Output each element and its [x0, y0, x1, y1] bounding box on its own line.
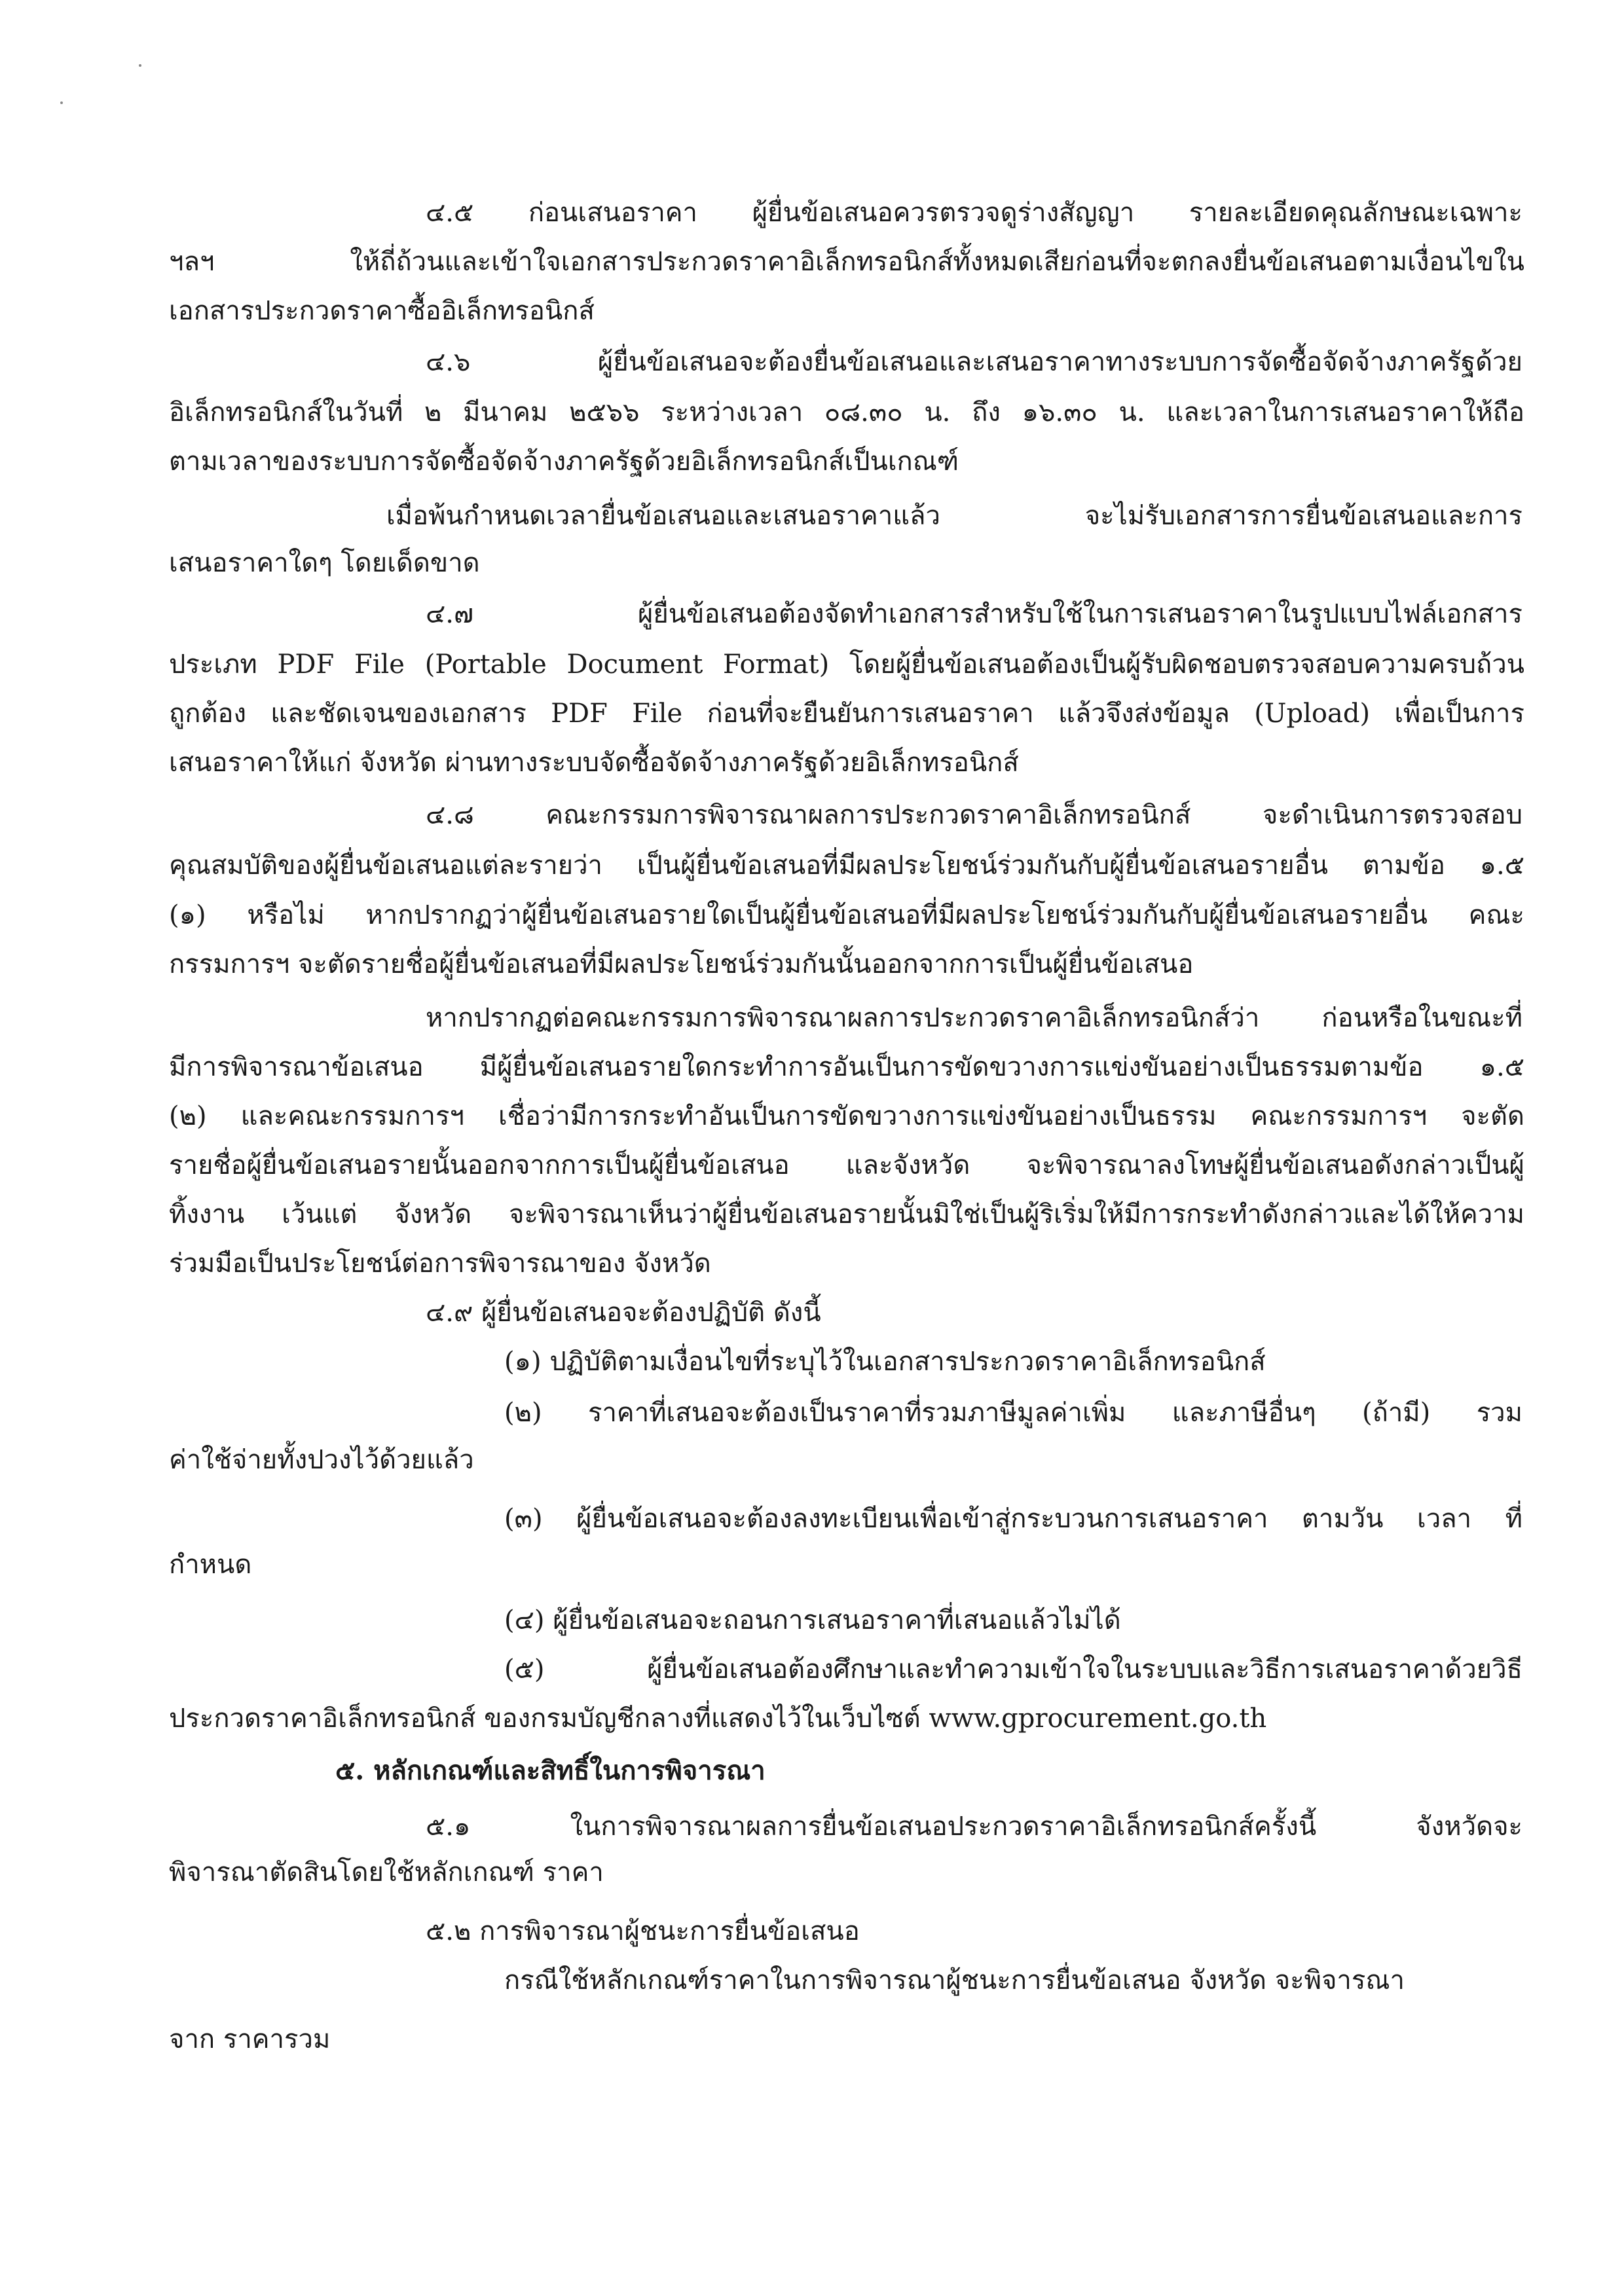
- text-line: มีการพิจารณาข้อเสนอ มีผู้ยื่นข้อเสนอรายใดกระทำการอันเป็นการขัดขวางการแข่งขันอย่างเป็นธรรมตามข้อ ๑.๕: [169, 1052, 1524, 1082]
- text-line: กรรมการฯ จะตัดรายชื่อผู้ยื่นข้อเสนอที่มีผลประโยชน์ร่วมกันนั้นออกจากการเป็นผู้ยื่นข้อเสนอ: [169, 949, 1194, 979]
- text-line: เมื่อพ้นกำหนดเวลายื่นข้อเสนอและเสนอราคาแล้ว จะไม่รับเอกสารการยื่นข้อเสนอและการ: [386, 501, 1522, 531]
- text-line: ๔.๗ ผู้ยื่นข้อเสนอต้องจัดทำเอกสารสำหรับใช้ในการเสนอราคาในรูปแบบไฟล์เอกสาร: [426, 599, 1522, 629]
- text-line: (๑) หรือไม่ หากปรากฏว่าผู้ยื่นข้อเสนอรายใดเป็นผู้ยื่นข้อเสนอที่มีผลประโยชน์ร่วมกันกับผู้ยื่นข้อเสนอรายอื่น คณะ: [169, 900, 1524, 930]
- text-line: ๔.๖ ผู้ยื่นข้อเสนอจะต้องยื่นข้อเสนอและเสนอราคาทางระบบการจัดซื้อจัดจ้างภาครัฐด้วย: [426, 347, 1522, 377]
- text-line: ๔.๘ คณะกรรมการพิจารณาผลการประกวดราคาอิเล็กทรอนิกส์ จะดำเนินการตรวจสอบ: [426, 800, 1522, 830]
- text-line: ถูกต้อง และชัดเจนของเอกสาร PDF File ก่อนที่จะยืนยันการเสนอราคา แล้วจึงส่งข้อมูล (Upload) เพื่อเป็นการ: [169, 699, 1524, 729]
- text-line: พิจารณาตัดสินโดยใช้หลักเกณฑ์ ราคา: [169, 1857, 604, 1887]
- text-line: ทิ้งงาน เว้นแต่ จังหวัด จะพิจารณาเห็นว่าผู้ยื่นข้อเสนอรายนั้นมิใช่เป็นผู้ริเริ่มให้มีการกระทำดังกล่าวและได้ให้ความ: [169, 1199, 1524, 1230]
- text-line: เสนอราคาให้แก่ จังหวัด ผ่านทางระบบจัดซื้อจัดจ้างภาครัฐด้วยอิเล็กทรอนิกส์: [169, 748, 1019, 778]
- text-line: ตามเวลาของระบบการจัดซื้อจัดจ้างภาครัฐด้วยอิเล็กทรอนิกส์เป็นเกณฑ์: [169, 446, 959, 477]
- text-line: กรณีใช้หลักเกณฑ์ราคาในการพิจารณาผู้ชนะการยื่นข้อเสนอ จังหวัด จะพิจารณา: [504, 1965, 1405, 1995]
- text-line: จาก ราคารวม: [169, 2024, 331, 2054]
- text-line: หากปรากฏต่อคณะกรรมการพิจารณาผลการประกวดราคาอิเล็กทรอนิกส์ว่า ก่อนหรือในขณะที่: [426, 1003, 1522, 1033]
- text-line: ร่วมมือเป็นประโยชน์ต่อการพิจารณาของ จังหวัด: [169, 1248, 711, 1279]
- text-line: (๑) ปฏิบัติตามเงื่อนไขที่ระบุไว้ในเอกสารประกวดราคาอิเล็กทรอนิกส์: [504, 1347, 1266, 1377]
- text-line: ๔.๙ ผู้ยื่นข้อเสนอจะต้องปฏิบัติ ดังนี้: [426, 1298, 821, 1328]
- text-line: เสนอราคาใดๆ โดยเด็ดขาด: [169, 548, 480, 578]
- text-line: คุณสมบัติของผู้ยื่นข้อเสนอแต่ละรายว่า เป็นผู้ยื่นข้อเสนอที่มีผลประโยชน์ร่วมกันกับผู้ยื่นข้อเสนอรายอื่น ตามข้อ ๑.๕: [169, 850, 1524, 881]
- text-line: ๕.๑ ในการพิจารณาผลการยื่นข้อเสนอประกวดราคาอิเล็กทรอนิกส์ครั้งนี้ จังหวัดจะ: [426, 1812, 1522, 1842]
- text-line: (๓) ผู้ยื่นข้อเสนอจะต้องลงทะเบียนเพื่อเข้าสู่กระบวนการเสนอราคา ตามวัน เวลา ที่: [504, 1504, 1522, 1534]
- text-line: กำหนด: [169, 1550, 252, 1580]
- text-line: (๒) และคณะกรรมการฯ เชื่อว่ามีการกระทำอันเป็นการขัดขวางการแข่งขันอย่างเป็นธรรม คณะกรรมการฯ จะตัด: [169, 1101, 1524, 1131]
- text-line: อิเล็กทรอนิกส์ในวันที่ ๒ มีนาคม ๒๕๖๖ ระหว่างเวลา ๐๘.๓๐ น. ถึง ๑๖.๓๐ น. และเวลาในการเสนอราคาให้ถือ: [169, 397, 1524, 428]
- text-line: รายชื่อผู้ยื่นข้อเสนอรายนั้นออกจากการเป็นผู้ยื่นข้อเสนอ และจังหวัด จะพิจารณาลงโทษผู้ยื่นข้อเสนอดังกล่าวเป็นผู้: [169, 1150, 1524, 1180]
- section-heading: ๕. หลักเกณฑ์และสิทธิ์ในการพิจารณา: [335, 1755, 766, 1786]
- text-line: (๕) ผู้ยื่นข้อเสนอต้องศึกษาและทำความเข้าใจในระบบและวิธีการเสนอราคาด้วยวิธี: [504, 1654, 1522, 1685]
- scan-speck: [60, 101, 63, 104]
- text-line: ประเภท PDF File (Portable Document Format) โดยผู้ยื่นข้อเสนอต้องเป็นผู้รับผิดชอบตรวจสอบความครบถ้วน: [169, 649, 1524, 680]
- text-line: ๔.๕ ก่อนเสนอราคา ผู้ยื่นข้อเสนอควรตรวจดูร่างสัญญา รายละเอียดคุณลักษณะเฉพาะ: [426, 198, 1522, 228]
- text-line: เอกสารประกวดราคาซื้ออิเล็กทรอนิกส์: [169, 296, 595, 326]
- text-line: ประกวดราคาอิเล็กทรอนิกส์ ของกรมบัญชีกลางที่แสดงไว้ในเว็บไซต์ www.gprocurement.go.th: [169, 1704, 1267, 1734]
- text-line: ฯลฯ ให้ถี่ถ้วนและเข้าใจเอกสารประกวดราคาอิเล็กทรอนิกส์ทั้งหมดเสียก่อนที่จะตกลงยื่นข้อเสนอตามเงื่อนไขใน: [169, 247, 1524, 277]
- text-line: ๕.๒ การพิจารณาผู้ชนะการยื่นข้อเสนอ: [426, 1916, 860, 1946]
- text-line: (๔) ผู้ยื่นข้อเสนอจะถอนการเสนอราคาที่เสนอแล้วไม่ได้: [504, 1605, 1121, 1635]
- scan-speck: [139, 64, 141, 67]
- text-line: ค่าใช้จ่ายทั้งปวงไว้ด้วยแล้ว: [169, 1445, 474, 1475]
- text-line: (๒) ราคาที่เสนอจะต้องเป็นราคาที่รวมภาษีมูลค่าเพิ่ม และภาษีอื่นๆ (ถ้ามี) รวม: [504, 1398, 1522, 1428]
